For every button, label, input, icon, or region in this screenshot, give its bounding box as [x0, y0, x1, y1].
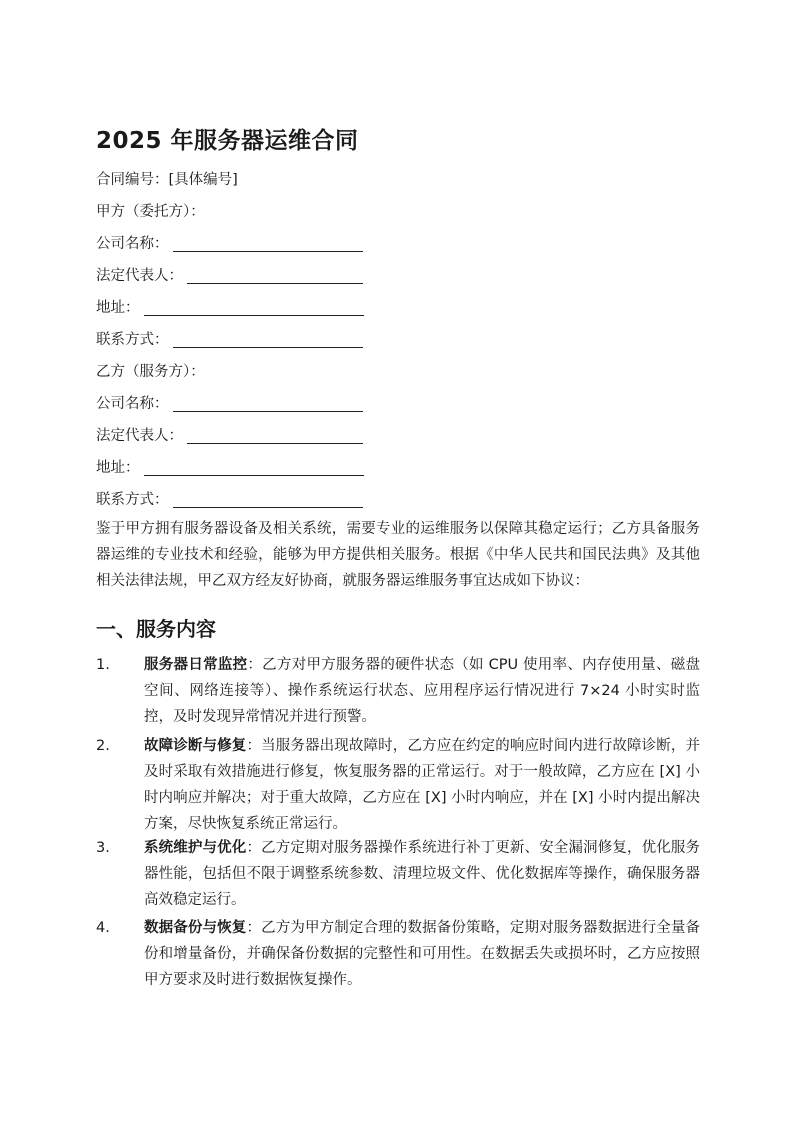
list-item-number: 2. — [96, 738, 110, 754]
party-a-contact-row — [96, 330, 363, 350]
party-b-rep-row — [96, 426, 363, 446]
preamble-paragraph: 鉴于甲方拥有服务器设备及相关系统，需要专业的运维服务以保障其稳定运行；乙方具备服务器运维的专业技术和经验，能够为甲方提供相关服务。根据《中华人民共和国民法典》及其他相关法律法规，甲乙双方经友好协商，就服务器运维服务事宜达成如下协议： — [96, 521, 700, 589]
party-b-heading: 乙方（服务方）： — [96, 364, 205, 380]
list-item-lead: 服务器日常监控 — [144, 657, 248, 673]
list-item-text: ：乙方定期对服务器操作系统进行补丁更新、安全漏洞修复，优化服务器性能，包括但不限于调整系统参数、清理垃圾文件、优化数据库等操作，确保服务器高效稳定运行。 — [144, 840, 701, 908]
party-b-address-row — [96, 458, 364, 478]
list-item — [96, 835, 700, 913]
list-item-number: 1. — [96, 657, 110, 673]
party-a-heading: 甲方（委托方）： — [96, 204, 205, 220]
party-a-company-row — [96, 234, 363, 254]
list-item-body — [144, 652, 700, 730]
party-a-contact-field[interactable] — [173, 333, 363, 348]
party-b-contact-field[interactable] — [173, 493, 363, 508]
party-a-company-field[interactable] — [173, 237, 363, 252]
party-a-contact-label: 联系方式： — [96, 332, 169, 348]
list-item-text: ：乙方对甲方服务器的硬件状态（如 CPU 使用率、内存使用量、磁盘空间、网络连接等）、操作系统运行状态、应用程序运行情况进行 7×24 小时实时监控，及时发现异常情况并进行预警。 — [144, 657, 700, 725]
party-a-address-row — [96, 298, 364, 318]
party-b-contact-row — [96, 490, 363, 510]
party-b-company-row — [96, 394, 363, 414]
party-a-company-label: 公司名称： — [96, 236, 169, 252]
party-b-address-field[interactable] — [144, 461, 364, 476]
party-a-address-label: 地址： — [96, 300, 140, 316]
party-b-address-label: 地址： — [96, 460, 140, 476]
party-b-company-field[interactable] — [173, 397, 363, 412]
section-heading-service-content: 一、服务内容 — [96, 617, 216, 641]
party-a-rep-row — [96, 266, 363, 286]
list-item — [96, 915, 700, 993]
list-item-lead: 数据备份与恢复 — [144, 920, 247, 936]
party-b-rep-field[interactable] — [187, 429, 363, 444]
contract-number: 合同编号：[具体编号] — [96, 172, 238, 188]
party-b-contact-label: 联系方式： — [96, 492, 169, 508]
list-item-lead: 故障诊断与修复 — [144, 738, 247, 754]
list-item — [96, 652, 700, 730]
list-item-number: 4. — [96, 920, 110, 936]
list-item-number: 3. — [96, 840, 110, 856]
list-item-body — [144, 835, 700, 913]
list-item — [96, 733, 700, 837]
list-item-lead: 系统维护与优化 — [144, 840, 247, 856]
list-item-body — [144, 733, 700, 837]
party-a-rep-label: 法定代表人： — [96, 268, 183, 284]
list-item-text: ：乙方为甲方制定合理的数据备份策略，定期对服务器数据进行全量备份和增量备份，并确保备份数据的完整性和可用性。在数据丢失或损坏时，乙方应按照甲方要求及时进行数据恢复操作。 — [144, 920, 701, 988]
party-b-company-label: 公司名称： — [96, 396, 169, 412]
party-b-rep-label: 法定代表人： — [96, 428, 183, 444]
page-title: 2025 年服务器运维合同 — [96, 128, 359, 154]
list-item-text: ：当服务器出现故障时，乙方应在约定的响应时间内进行故障诊断，并及时采取有效措施进行修复，恢复服务器的正常运行。对于一般故障，乙方应在 [X] 小时内响应并解决；对于重大故障，乙方应在 [X] 小时内响应，并在 [X] 小时内提出解决方案，尽快恢复系统正常运行。 — [144, 738, 701, 832]
party-a-rep-field[interactable] — [187, 269, 363, 284]
list-item-body — [144, 915, 700, 993]
party-a-address-field[interactable] — [144, 301, 364, 316]
